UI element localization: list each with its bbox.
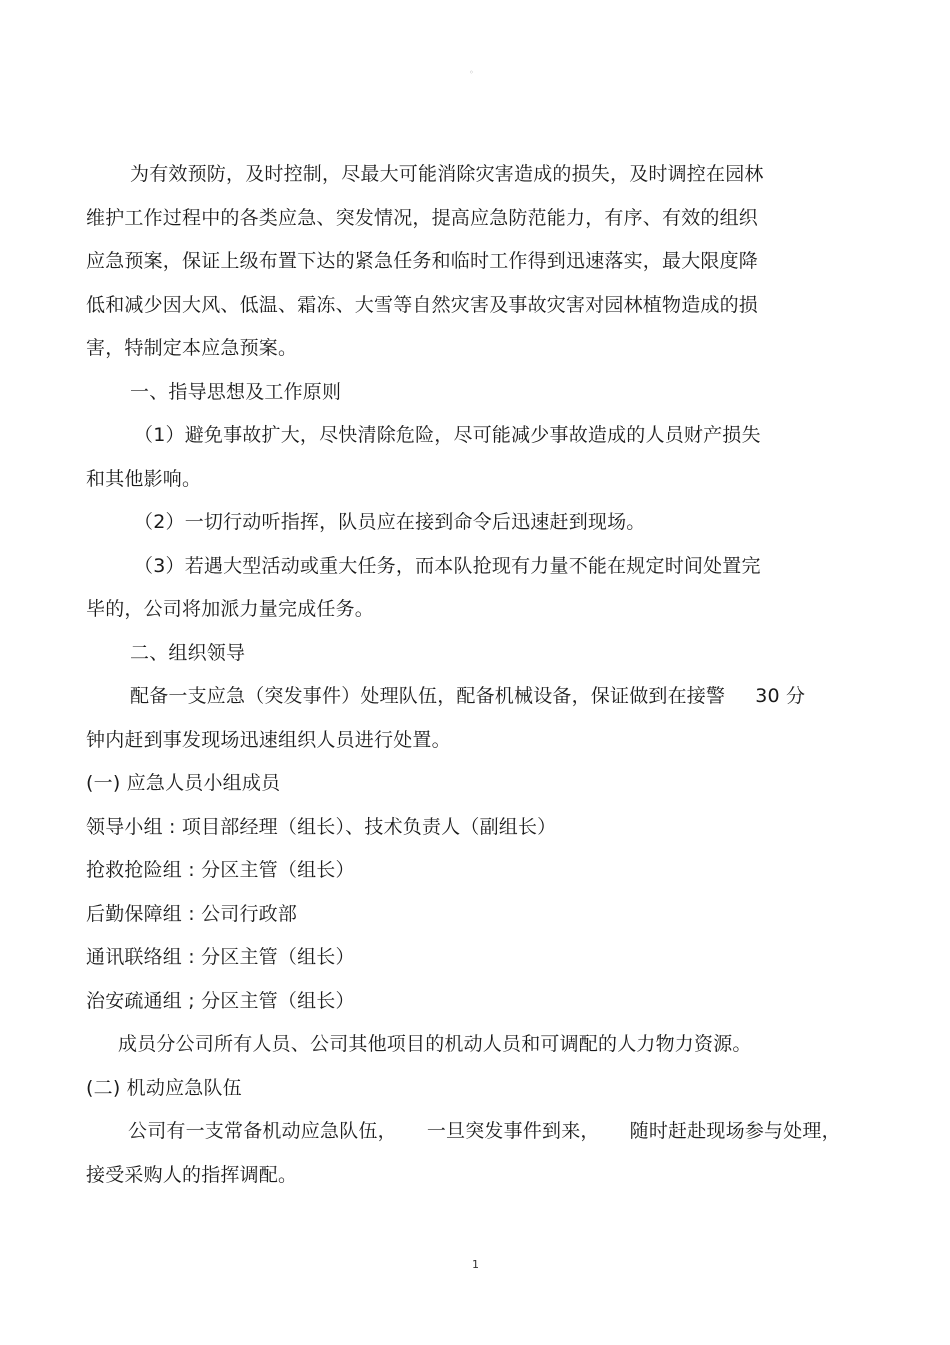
principle-2: （2）一切行动听指挥，队员应在接到命令后迅速赶到现场。 [134,511,646,533]
mobile-team-text-a: 公司有一支常备机动应急队伍， [128,1120,397,1142]
intro-line-1: 为有效预防，及时控制，尽最大可能消除灾害造成的损失，及时调控在园林 [130,163,764,185]
principle-3-line-2: 毕的，公司将加派力量完成任务。 [86,598,375,620]
team-rescue: 抢救抢险组 : 分区主管（组长） [86,859,355,881]
principle-3-line-1: （3）若遇大型活动或重大任务，而本队抢现有力量不能在规定时间处置完 [134,554,761,577]
header-mark: ◦ [469,68,474,77]
organization-line-1-text: 配备一支应急（突发事件）处理队伍，配备机械设备，保证做到在接警 [130,685,726,707]
members-paragraph: 成员分公司所有人员、公司其他项目的机动人员和可调配的人力物力资源。 [118,1033,752,1055]
section-1-heading: 一、指导思想及工作原则 [130,380,342,403]
team-security: 治安疏通组 ; 分区主管（组长） [86,989,355,1012]
subsection-1-heading: (一) 应急人员小组成员 [86,772,281,794]
mobile-team-line-2: 接受采购人的指挥调配。 [86,1163,298,1186]
document-body [86,154,876,1198]
team-logistics: 后勤保障组 : 公司行政部 [86,902,298,925]
page-number: 1 [472,1258,479,1271]
team-leadership: 领导小组 : 项目部经理（组长）、技术负责人（副组长） [86,815,557,838]
response-time: 30 分 [755,685,806,707]
section-2-heading: 二、组织领导 [130,641,246,664]
principle-1-line-1: （1）避免事故扩大，尽快清除危险，尽可能减少事故造成的人员财产损失 [134,424,761,446]
subsection-2-heading: (二) 机动应急队伍 [86,1076,242,1099]
intro-line-3: 应急预案，保证上级布置下达的紧急任务和临时工作得到迅速落实，最大限度降 [86,250,759,272]
mobile-team-text-b: 一旦突发事件到来， [426,1120,600,1142]
organization-line-1 [86,676,876,720]
mobile-team-line-1 [86,1111,876,1155]
intro-line-5: 害，特制定本应急预案。 [86,337,298,359]
intro-line-2: 维护工作过程中的各类应急、突发情况，提高应急防范能力，有序、有效的组织 [86,206,759,229]
team-communication: 通讯联络组 : 分区主管（组长） [86,946,355,968]
intro-line-4: 低和减少因大风、低温、霜冻、大雪等自然灾害及事故灾害对园林植物造成的损 [86,293,759,316]
principle-1-line-2: 和其他影响。 [86,467,202,490]
mobile-team-text-c: 随时赶赴现场参与处理， [629,1120,841,1142]
organization-line-2: 钟内赶到事发现场迅速组织人员进行处置。 [86,728,451,751]
